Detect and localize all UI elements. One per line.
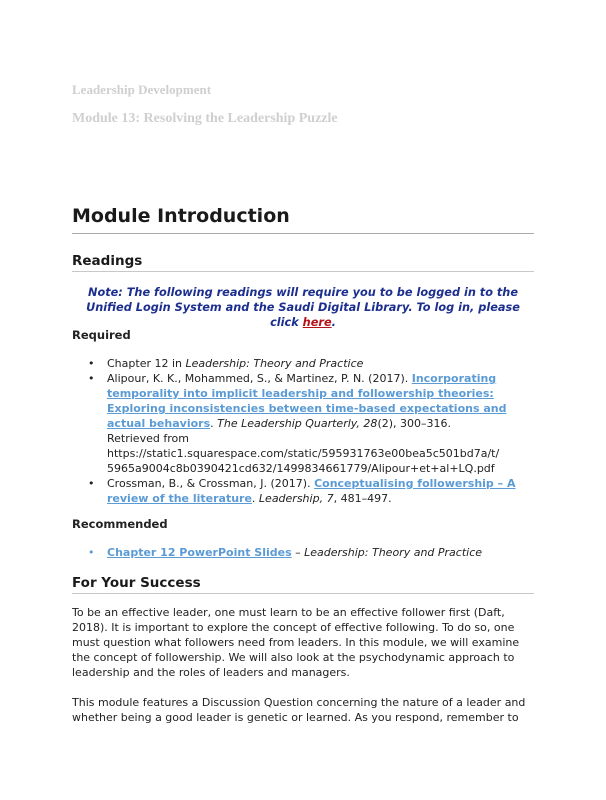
success-heading: For Your Success: [72, 575, 534, 594]
book-title: Leadership: Theory and Practice: [304, 546, 483, 559]
journal-title: The Leadership Quarterly, 28: [217, 417, 378, 430]
bullet-icon: •: [88, 372, 95, 385]
login-note-end: .: [331, 316, 336, 329]
list-item: • Chapter 12 in Leadership: Theory and Practice: [88, 357, 364, 370]
login-here-link[interactable]: here: [302, 316, 332, 329]
required-heading: Required: [72, 328, 131, 342]
readings-heading: Readings: [72, 253, 534, 272]
page-title: Module Introduction: [72, 205, 534, 234]
journal-title: Leadership, 7: [258, 492, 334, 505]
success-paragraph: To be an effective leader, one must learn to be an effective follower first (Daft, 2018). It is important to explore the concept of effective following. To do so, one must question what followers need from leaders. In this module, we will examine the concept of followership. We will also look at the psychodynamic approach to leadership and the roles of leaders and managers.: [72, 606, 520, 679]
powerpoint-slides-link[interactable]: Chapter 12 PowerPoint Slides: [107, 546, 292, 559]
list-item: • Chapter 12 PowerPoint Slides – Leadership: Theory and Practice: [88, 546, 483, 559]
list-item: • Alipour, K. K., Mohammed, S., & Martinez, P. N. (2017). Incorporating temporality into implicit leadership and followership theories: Exploring inconsistencies between time-based expectations and actual behaviors. The Leadership Quarterly, 28(2), 300–316. Retrieved from https://static1.squarespace.com/static/595931763e00bea5c501bd7a/t/ 5965a9004c8b0390421cd632/1499834661779/Alipour+et+al+LQ.pdf: [88, 372, 507, 475]
reading-url: https://static1.squarespace.com/static/595931763e00bea5c501bd7a/t/: [107, 447, 500, 460]
reading-url: 5965a9004c8b0390421cd632/1499834661779/Alipour+et+al+LQ.pdf: [107, 462, 495, 475]
bullet-icon: •: [88, 546, 95, 559]
recommended-heading: Recommended: [72, 517, 168, 531]
login-note-text: Note: The following readings will require you to be logged in to the Unified Login System and the Saudi Digital Library. To log in, please click: [86, 286, 520, 329]
required-readings-list: [72, 356, 542, 506]
reading-link-alipour[interactable]: Incorporating temporality into implicit leadership and followership theories: Exploring inconsistencies between time-based expectations and actual behaviors: [107, 372, 507, 430]
login-note: [72, 285, 534, 330]
bullet-icon: •: [88, 477, 95, 490]
recommended-list: [72, 545, 542, 560]
list-item: • Crossman, B., & Crossman, J. (2017). Conceptualising followership – A review of the literature. Leadership, 7, 481–497.: [88, 477, 516, 505]
book-title: Leadership: Theory and Practice: [185, 357, 364, 370]
course-title: Leadership Development: [72, 82, 212, 97]
discussion-paragraph: This module features a Discussion Question concerning the nature of a leader and whether being a good leader is genetic or learned. As you respond, remember to: [72, 696, 526, 724]
reading-link-crossman[interactable]: Conceptualising followership – A review of the literature: [107, 477, 516, 505]
bullet-icon: •: [88, 357, 95, 370]
module-title: Module 13: Resolving the Leadership Puzzle: [72, 111, 338, 126]
